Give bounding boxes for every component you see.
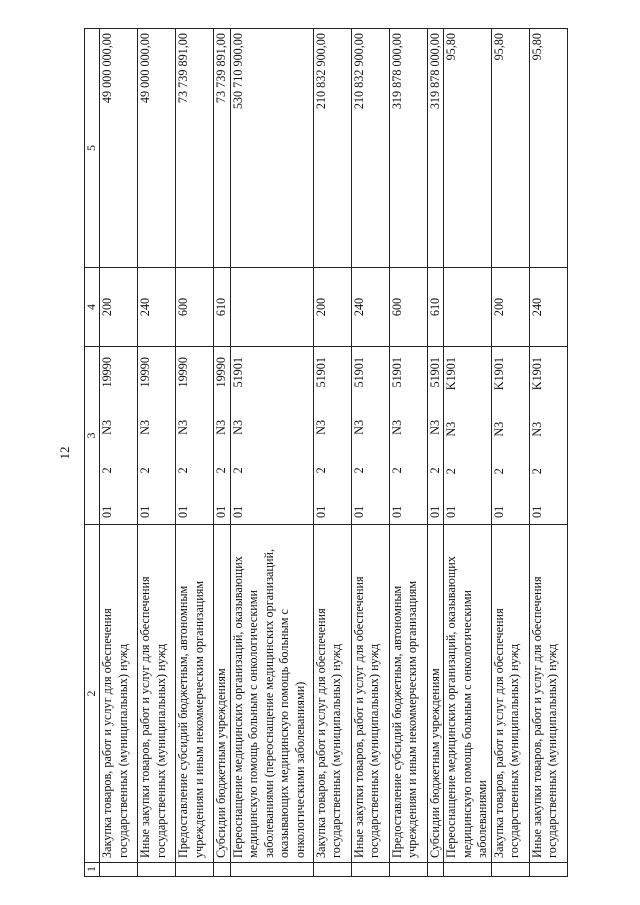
table-row (491, 29, 529, 877)
row-kvr: 610 (214, 268, 231, 347)
table-header-row (85, 29, 100, 877)
row-amount: 319 878 000,00 (427, 29, 444, 268)
header-cell: 4 (85, 268, 100, 347)
code-part: 2 (230, 467, 245, 474)
row-code (176, 347, 214, 525)
row-name: Иные закупки товаров, работ и услуг для обеспечения государственных (муниципальных) нужд (138, 525, 176, 863)
row-name: Иные закупки товаров, работ и услуг для обеспечения государственных (муниципальных) нужд (529, 525, 567, 863)
rotated-page (58, 29, 578, 877)
code-part: N3 (444, 421, 458, 437)
row-code (214, 347, 231, 525)
table-row (100, 29, 138, 877)
row-code (529, 347, 567, 525)
header-cell: 5 (85, 29, 100, 268)
row-kvr: 200 (100, 268, 138, 347)
table-row (529, 29, 567, 877)
code-part: 19990 (138, 357, 152, 388)
code-part: N3 (100, 419, 114, 435)
row-name: Переоснащение медицинских организаций, оказывающих медицинскую помощь больным с онкологическими заболеваниями (переоснащение медицинских организаций, оказывающих медицинскую помощь больным с онкологическими заболеваниями) (230, 525, 313, 863)
code-part: 51901 (313, 357, 328, 388)
code-part: N3 (138, 419, 152, 435)
code-part: 01 (138, 505, 152, 518)
row-number-cell (313, 863, 351, 877)
code-part: 01 (389, 505, 404, 518)
code-part: 19990 (100, 357, 114, 388)
row-amount: 95,80 (529, 29, 567, 268)
row-number-cell (351, 863, 389, 877)
code-part: 01 (444, 505, 458, 518)
code-part: 51901 (351, 357, 366, 388)
code-part: N3 (214, 419, 228, 435)
row-amount: 530 710 900,00 (230, 29, 313, 268)
row-name: Предоставление субсидий бюджетным, автономным учреждениям и иным некоммерческим организациям (176, 525, 214, 863)
code-part: 51901 (427, 357, 442, 388)
row-amount: 73 739 891,00 (214, 29, 231, 268)
row-kvr: 240 (529, 268, 567, 347)
row-code (230, 347, 313, 525)
row-kvr: 240 (351, 268, 389, 347)
row-amount: 210 832 900,00 (313, 29, 351, 268)
code-part: 2 (100, 467, 114, 474)
code-part: N3 (491, 421, 506, 437)
row-number-cell (176, 863, 214, 877)
row-number-cell (389, 863, 427, 877)
table-row (351, 29, 389, 877)
row-kvr: 600 (176, 268, 214, 347)
row-amount: 210 832 900,00 (351, 29, 389, 268)
header-cell: 3 (85, 347, 100, 525)
row-code (491, 347, 529, 525)
row-name: Иные закупки товаров, работ и услуг для обеспечения государственных (муниципальных) нужд (351, 525, 389, 863)
code-part: 51901 (230, 357, 245, 388)
code-part: 01 (313, 505, 328, 518)
row-code (444, 347, 492, 525)
row-name: Закупка товаров, работ и услуг для обеспечения государственных (муниципальных) нужд (100, 525, 138, 863)
code-part: 01 (230, 505, 245, 518)
code-part: 2 (444, 468, 458, 475)
code-part: 01 (351, 505, 366, 518)
row-number-cell (491, 863, 529, 877)
code-part: N3 (351, 419, 366, 435)
row-name: Закупка товаров, работ и услуг для обеспечения государственных (муниципальных) нужд (313, 525, 351, 863)
code-part: N3 (176, 419, 190, 435)
code-part: N3 (230, 419, 245, 435)
row-amount: 49 000 000,00 (100, 29, 138, 268)
table-row (214, 29, 231, 877)
row-code (313, 347, 351, 525)
row-name: Переоснащение медицинских организаций, оказывающих медицинскую помощь больным с онкологическими заболеваниями (444, 525, 492, 863)
code-part: 01 (529, 505, 544, 518)
budget-table (84, 28, 568, 877)
row-kvr (230, 268, 313, 347)
header-cell: 2 (85, 525, 100, 863)
code-part: 2 (389, 467, 404, 474)
table-row (389, 29, 427, 877)
row-number-cell (214, 863, 231, 877)
row-kvr: 240 (138, 268, 176, 347)
table-row (444, 29, 492, 877)
code-part: 2 (313, 467, 328, 474)
code-part: 01 (427, 505, 442, 518)
table-row (313, 29, 351, 877)
row-kvr: 200 (491, 268, 529, 347)
row-code (389, 347, 427, 525)
code-part: 01 (214, 505, 228, 518)
code-part: N3 (313, 419, 328, 435)
row-number-cell (444, 863, 492, 877)
code-part: 01 (176, 505, 190, 518)
row-amount: 319 878 000,00 (389, 29, 427, 268)
code-part: K1901 (444, 357, 458, 391)
code-part: 2 (491, 468, 506, 475)
code-part: 01 (100, 505, 114, 518)
code-part: 2 (529, 468, 544, 475)
row-name: Субсидии бюджетным учреждениям (214, 525, 231, 863)
row-code (100, 347, 138, 525)
row-name: Закупка товаров, работ и услуг для обеспечения государственных (муниципальных) нужд (491, 525, 529, 863)
code-part: 2 (351, 467, 366, 474)
table-row (230, 29, 313, 877)
row-kvr: 200 (313, 268, 351, 347)
code-part: 2 (176, 467, 190, 474)
row-number-cell (100, 863, 138, 877)
table-row (176, 29, 214, 877)
code-part: K1901 (491, 357, 506, 391)
row-kvr (444, 268, 492, 347)
row-number-cell (138, 863, 176, 877)
header-cell: 1 (85, 863, 100, 877)
code-part: 51901 (389, 357, 404, 388)
code-part: K1901 (529, 357, 544, 391)
row-code (427, 347, 444, 525)
row-amount: 49 000 000,00 (138, 29, 176, 268)
code-part: 2 (138, 467, 152, 474)
row-number-cell (529, 863, 567, 877)
table-row (138, 29, 176, 877)
row-name: Предоставление субсидий бюджетным, автономным учреждениям и иным некоммерческим организациям (389, 525, 427, 863)
row-code (138, 347, 176, 525)
row-amount: 95,80 (444, 29, 492, 268)
table-row (427, 29, 444, 877)
code-part: N3 (529, 421, 544, 437)
row-code (351, 347, 389, 525)
code-part: N3 (427, 419, 442, 435)
row-name: Субсидии бюджетным учреждениям (427, 525, 444, 863)
code-part: 19990 (176, 357, 190, 388)
row-amount: 73 739 891,00 (176, 29, 214, 268)
code-part: 2 (427, 467, 442, 474)
row-number-cell (427, 863, 444, 877)
row-amount: 95,80 (491, 29, 529, 268)
code-part: 2 (214, 467, 228, 474)
code-part: 01 (491, 505, 506, 518)
code-part: N3 (389, 419, 404, 435)
page-number: 12 (57, 446, 72, 460)
row-kvr: 610 (427, 268, 444, 347)
row-number-cell (230, 863, 313, 877)
row-kvr: 600 (389, 268, 427, 347)
code-part: 19990 (214, 357, 228, 388)
